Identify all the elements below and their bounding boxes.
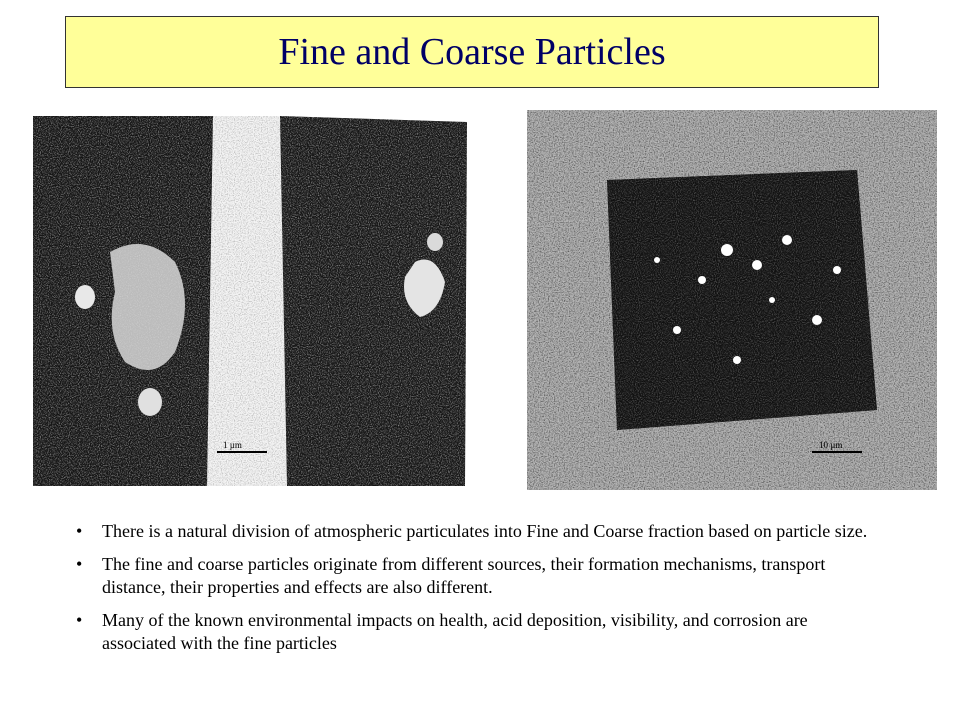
bullet-item: [72, 520, 872, 543]
bullet-text: Many of the known environmental impacts on health, acid deposition, visibility, and corrosion are associated with the fine particles: [102, 610, 808, 653]
coarse-particle-micrograph: [527, 110, 937, 490]
coarse-micrograph-svg: [527, 110, 937, 490]
coarse-scale-label: 10 µm: [819, 440, 843, 450]
fine-scale-label: 1 µm: [223, 440, 242, 450]
title-box: [65, 16, 879, 88]
fine-micrograph-svg: [25, 112, 473, 490]
slide-title: Fine and Coarse Particles: [278, 31, 666, 73]
bullet-item: [72, 609, 872, 655]
bullet-item: [72, 553, 872, 599]
bullet-icon: •: [76, 554, 83, 574]
bullet-text: The fine and coarse particles originate from different sources, their formation mechanisms, transport distance, their properties and effects are also different.: [102, 554, 826, 597]
fine-particle-micrograph: [25, 112, 473, 490]
bullet-icon: •: [76, 521, 83, 541]
bullet-list: [72, 520, 872, 665]
bullet-icon: •: [76, 610, 83, 630]
bullet-text: There is a natural division of atmospheric particulates into Fine and Coarse fraction based on particle size.: [102, 521, 868, 541]
